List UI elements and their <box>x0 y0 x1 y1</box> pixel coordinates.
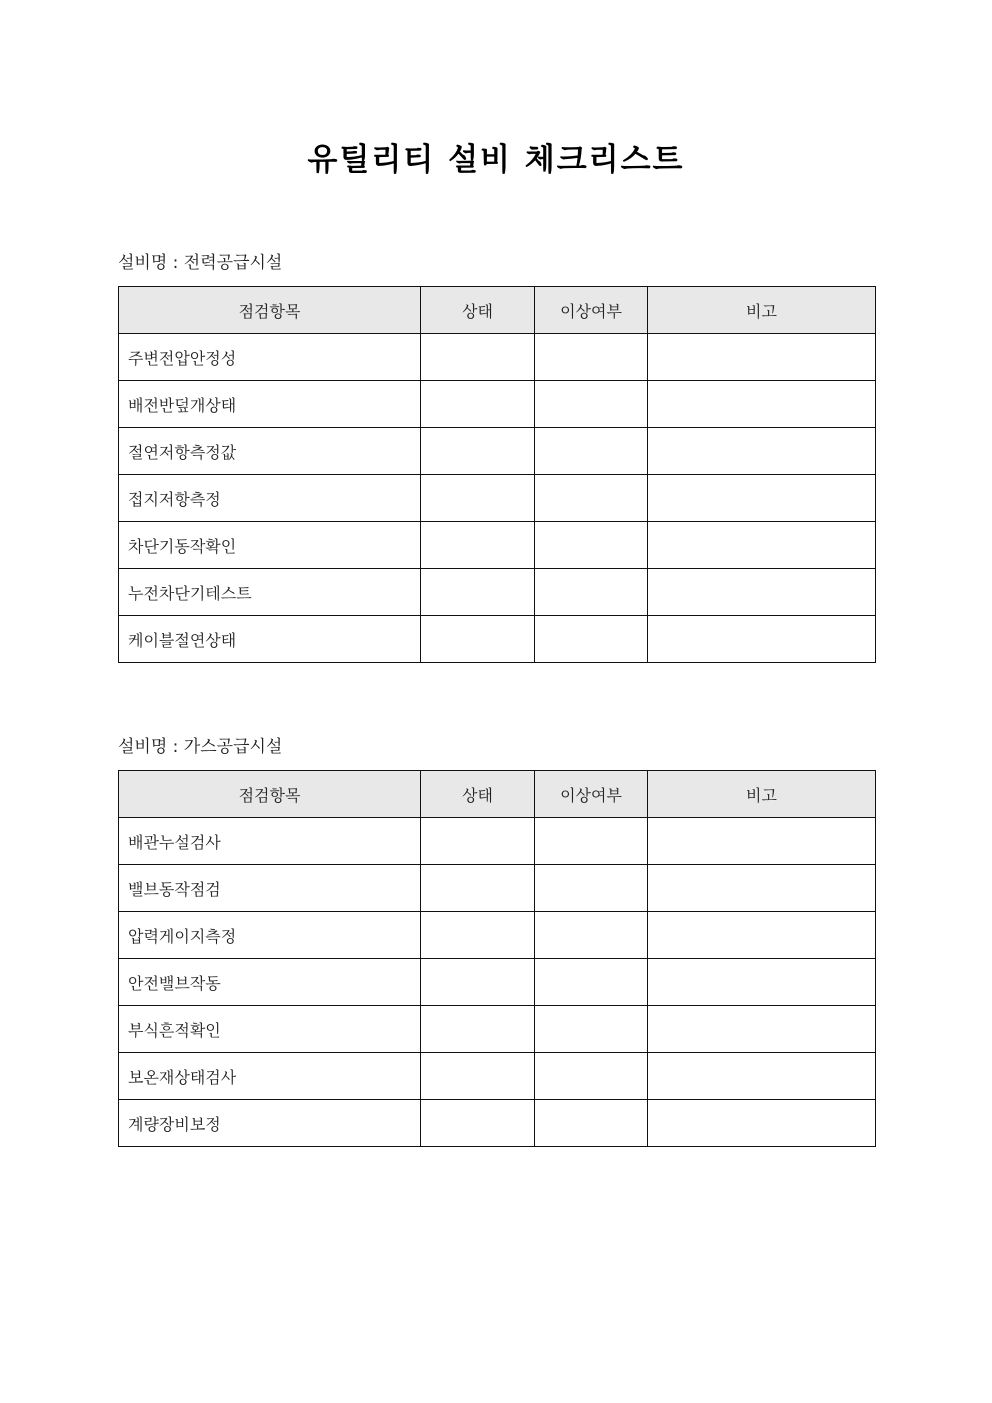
column-header-remarks: 비고 <box>648 771 876 818</box>
remarks-cell[interactable] <box>648 1053 876 1100</box>
status-cell[interactable] <box>421 959 535 1006</box>
table-row <box>119 1053 876 1100</box>
section-power-supply <box>118 248 875 663</box>
remarks-cell[interactable] <box>648 616 876 663</box>
checklist-table <box>118 770 876 1147</box>
column-header-abnormal: 이상여부 <box>535 287 648 334</box>
status-cell[interactable] <box>421 865 535 912</box>
status-cell[interactable] <box>421 334 535 381</box>
section-label: 설비명 : 가스공급시설 <box>118 737 283 757</box>
table-header-row <box>119 287 876 334</box>
item-cell: 주변전압안정성 <box>119 334 421 381</box>
abnormal-cell[interactable] <box>535 569 648 616</box>
remarks-cell[interactable] <box>648 381 876 428</box>
abnormal-cell[interactable] <box>535 912 648 959</box>
table-row <box>119 334 876 381</box>
column-header-abnormal: 이상여부 <box>535 771 648 818</box>
remarks-cell[interactable] <box>648 959 876 1006</box>
status-cell[interactable] <box>421 912 535 959</box>
table-row <box>119 428 876 475</box>
table-row <box>119 865 876 912</box>
abnormal-cell[interactable] <box>535 475 648 522</box>
item-cell: 차단기동작확인 <box>119 522 421 569</box>
status-cell[interactable] <box>421 475 535 522</box>
section-gas-supply <box>118 732 875 1147</box>
table-row <box>119 569 876 616</box>
checklist-table <box>118 286 876 663</box>
column-header-status: 상태 <box>421 771 535 818</box>
table-header-row <box>119 771 876 818</box>
column-header-status: 상태 <box>421 287 535 334</box>
abnormal-cell[interactable] <box>535 381 648 428</box>
status-cell[interactable] <box>421 1006 535 1053</box>
abnormal-cell[interactable] <box>535 616 648 663</box>
status-cell[interactable] <box>421 381 535 428</box>
abnormal-cell[interactable] <box>535 818 648 865</box>
abnormal-cell[interactable] <box>535 334 648 381</box>
item-cell: 안전밸브작동 <box>119 959 421 1006</box>
abnormal-cell[interactable] <box>535 1006 648 1053</box>
remarks-cell[interactable] <box>648 475 876 522</box>
abnormal-cell[interactable] <box>535 959 648 1006</box>
item-cell: 계량장비보정 <box>119 1100 421 1147</box>
status-cell[interactable] <box>421 818 535 865</box>
status-cell[interactable] <box>421 428 535 475</box>
remarks-cell[interactable] <box>648 865 876 912</box>
abnormal-cell[interactable] <box>535 1053 648 1100</box>
abnormal-cell[interactable] <box>535 428 648 475</box>
remarks-cell[interactable] <box>648 1100 876 1147</box>
item-cell: 밸브동작점검 <box>119 865 421 912</box>
item-cell: 누전차단기테스트 <box>119 569 421 616</box>
table-row <box>119 381 876 428</box>
table-row <box>119 475 876 522</box>
item-cell: 배관누설검사 <box>119 818 421 865</box>
remarks-cell[interactable] <box>648 1006 876 1053</box>
table-row <box>119 818 876 865</box>
remarks-cell[interactable] <box>648 912 876 959</box>
abnormal-cell[interactable] <box>535 522 648 569</box>
item-cell: 접지저항측정 <box>119 475 421 522</box>
remarks-cell[interactable] <box>648 569 876 616</box>
column-header-remarks: 비고 <box>648 287 876 334</box>
section-label: 설비명 : 전력공급시설 <box>118 253 283 273</box>
table-row <box>119 522 876 569</box>
status-cell[interactable] <box>421 569 535 616</box>
abnormal-cell[interactable] <box>535 865 648 912</box>
abnormal-cell[interactable] <box>535 1100 648 1147</box>
status-cell[interactable] <box>421 522 535 569</box>
status-cell[interactable] <box>421 1100 535 1147</box>
remarks-cell[interactable] <box>648 334 876 381</box>
table-row <box>119 1006 876 1053</box>
table-row <box>119 912 876 959</box>
remarks-cell[interactable] <box>648 428 876 475</box>
item-cell: 압력게이지측정 <box>119 912 421 959</box>
remarks-cell[interactable] <box>648 522 876 569</box>
status-cell[interactable] <box>421 616 535 663</box>
item-cell: 절연저항측정값 <box>119 428 421 475</box>
table-row <box>119 616 876 663</box>
page-title: 유틸리티 설비 체크리스트 <box>307 142 685 178</box>
item-cell: 케이블절연상태 <box>119 616 421 663</box>
remarks-cell[interactable] <box>648 818 876 865</box>
item-cell: 보온재상태검사 <box>119 1053 421 1100</box>
column-header-item: 점검항목 <box>119 771 421 818</box>
item-cell: 배전반덮개상태 <box>119 381 421 428</box>
column-header-item: 점검항목 <box>119 287 421 334</box>
table-row <box>119 1100 876 1147</box>
item-cell: 부식흔적확인 <box>119 1006 421 1053</box>
table-row <box>119 959 876 1006</box>
status-cell[interactable] <box>421 1053 535 1100</box>
